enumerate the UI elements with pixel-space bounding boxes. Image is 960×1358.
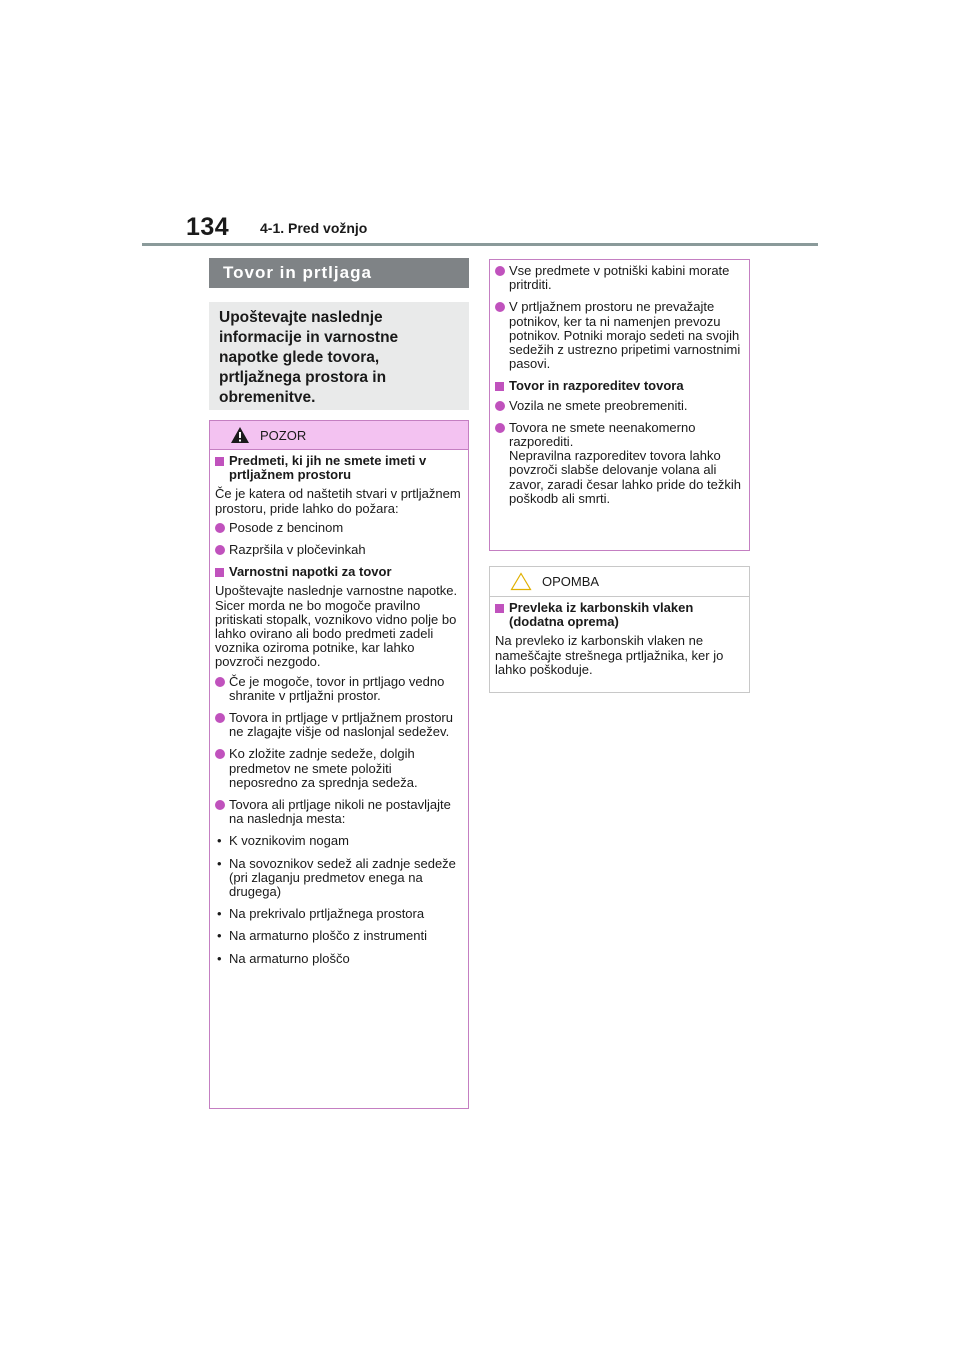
list-item-text: Razpršila v pločevinkah bbox=[229, 542, 366, 558]
list-item bbox=[495, 399, 744, 413]
list-item-text: Tovora in prtljage v prtljažnem prostoru ne zlagajte višje od naslonjal sedežev. bbox=[229, 710, 453, 740]
warning-box bbox=[209, 420, 469, 1109]
list-item-text: Vse predmete v potniški kabini morate pritrditi. bbox=[509, 263, 730, 293]
list-item-text: Tovora ali prtljage nikoli ne postavljajte na naslednja mesta: bbox=[229, 797, 451, 827]
subheading-text: Varnostni napotki za tovor bbox=[229, 564, 392, 580]
caution-triangle-icon bbox=[510, 572, 532, 591]
warning-triangle-icon bbox=[230, 426, 250, 444]
square-bullet-icon bbox=[215, 457, 224, 466]
round-bullet-icon bbox=[215, 545, 225, 555]
sub-list-item bbox=[215, 857, 463, 900]
subheading-load-distribution bbox=[495, 379, 744, 393]
round-bullet-icon bbox=[495, 266, 505, 276]
sub-bullet-mark: • bbox=[217, 855, 222, 871]
square-bullet-icon bbox=[495, 382, 504, 391]
subheading-text: Prevleka iz karbonskih vlaken (dodatna oprema) bbox=[509, 600, 694, 630]
list-item-text: Ko zložite zadnje sedeže, dolgih predmetov ne smete položiti neposredno za sprednja sedeža. bbox=[229, 746, 418, 790]
round-bullet-icon bbox=[495, 423, 505, 433]
warning-body bbox=[210, 450, 468, 966]
page-number: 134 bbox=[186, 213, 230, 241]
square-bullet-icon bbox=[495, 604, 504, 613]
paragraph: Sicer morda ne bo mogoče pravilno pritiskati stopalk, voznikovo vidno polje bo lahko ovirano ali bodo predmeti zadeli voznika oziroma potnike, kar lahko povzroči nezgodo. bbox=[215, 597, 457, 670]
list-item bbox=[495, 421, 744, 506]
sub-list-item-text: K voznikovim nogam bbox=[229, 833, 349, 849]
list-item-text: Posode z bencinom bbox=[229, 519, 344, 535]
sub-list-item-text: Na prekrivalo prtljažnega prostora bbox=[229, 906, 425, 922]
list-item-text: Nepravilna razporeditev tovora lahko povzroči slabše delovanje volana ali zavor, zaradi česar lahko pride do težkih poškodb ali smrti. bbox=[509, 448, 741, 506]
sub-bullet-mark: • bbox=[217, 950, 222, 966]
warning-label: POZOR bbox=[260, 428, 307, 443]
sub-list-item bbox=[215, 907, 463, 921]
sub-list-item-text: Na armaturno ploščo z instrumenti bbox=[229, 928, 427, 944]
list-item bbox=[215, 543, 463, 557]
header-rule bbox=[142, 243, 818, 246]
round-bullet-icon bbox=[215, 749, 225, 759]
list-item bbox=[215, 747, 463, 790]
list-item-text: Tovora ne smete neenakomerno razporediti. bbox=[509, 419, 696, 450]
note-label: OPOMBA bbox=[542, 574, 600, 589]
paragraph: Če je katera od naštetih stvari v prtljažnem prostoru, pride lahko do požara: bbox=[215, 486, 461, 516]
sub-bullet-mark: • bbox=[217, 833, 222, 849]
subheading-text: Tovor in razporeditev tovora bbox=[509, 378, 684, 394]
intro-text: Upoštevajte naslednje informacije in varnostne napotke glede tovora, prtljažnega prostora in obremenitve. bbox=[219, 309, 399, 406]
warning-continuation-box bbox=[489, 259, 750, 551]
subheading-text: Predmeti, ki jih ne smete imeti v prtljažnem prostoru bbox=[229, 453, 427, 483]
list-item bbox=[215, 711, 463, 739]
list-item bbox=[215, 675, 463, 703]
subheading-cargo-safety bbox=[215, 565, 463, 579]
round-bullet-icon bbox=[215, 523, 225, 533]
round-bullet-icon bbox=[495, 401, 505, 411]
sub-bullet-mark: • bbox=[217, 906, 222, 922]
note-body bbox=[490, 597, 749, 677]
list-item bbox=[215, 521, 463, 535]
square-bullet-icon bbox=[215, 568, 224, 577]
sub-list-item-text: Na armaturno ploščo bbox=[229, 950, 350, 966]
round-bullet-icon bbox=[215, 800, 225, 810]
chapter-heading: 4-1. Pred vožnjo bbox=[260, 220, 368, 236]
sub-list-item bbox=[215, 834, 463, 848]
sub-list-item bbox=[215, 929, 463, 943]
sub-bullet-mark: • bbox=[217, 928, 222, 944]
note-box bbox=[489, 566, 750, 693]
sub-list-item bbox=[215, 952, 463, 966]
section-title: Tovor in prtljaga bbox=[209, 258, 469, 288]
note-header bbox=[490, 567, 749, 597]
round-bullet-icon bbox=[495, 302, 505, 312]
list-item-text: V prtljažnem prostoru ne prevažajte potnikov, ker ta ni namenjen prevozu potnikov. Potniki morajo sedeti na svojih sedežih z ustrezno pripetimi varnostnimi pasovi. bbox=[509, 299, 741, 372]
round-bullet-icon bbox=[215, 677, 225, 687]
paragraph: Upoštevajte naslednje varnostne napotke. bbox=[215, 583, 458, 599]
subheading-carbon-cover bbox=[495, 601, 744, 629]
warning-header bbox=[210, 421, 468, 450]
paragraph: Na prevleko iz karbonskih vlaken ne nameščajte strešnega prtljažnika, ker jo lahko poškoduje. bbox=[495, 633, 724, 677]
intro-box bbox=[209, 302, 469, 410]
subheading-forbidden-items bbox=[215, 454, 463, 482]
list-item-text: Če je mogoče, tovor in prtljago vedno shranite v prtljažni prostor. bbox=[229, 673, 445, 703]
list-item bbox=[495, 264, 744, 292]
sub-list-item-text: Na sovoznikov sedež ali zadnje sedeže (pri zlaganju predmetov enega na drugega) bbox=[229, 855, 456, 900]
round-bullet-icon bbox=[215, 713, 225, 723]
list-item-text: Vozila ne smete preobremeniti. bbox=[509, 397, 688, 413]
list-item bbox=[495, 300, 744, 371]
list-item bbox=[215, 798, 463, 826]
